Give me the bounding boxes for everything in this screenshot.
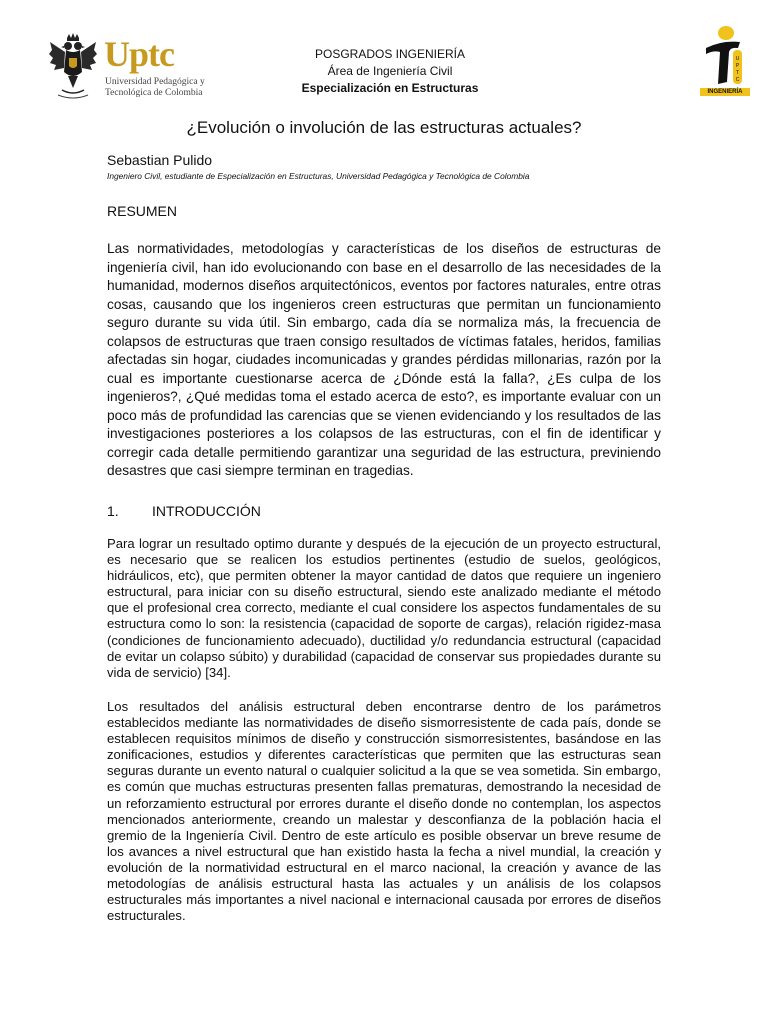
article-title: ¿Evolución o involución de las estructuras actuales? (186, 118, 582, 137)
ingenieria-label: INGENIERÍA (700, 88, 750, 96)
uptc-wordmark: Uptc (104, 34, 174, 74)
author-name: Sebastian Pulido (107, 152, 213, 168)
author-affiliation: Ingeniero Civil, estudiante de Especialización en Estructuras, Universidad Pedagógica y Tecnológica de Colombia (107, 171, 530, 181)
svg-text:T: T (735, 70, 740, 76)
program-name: POSGRADOS INGENIERÍA (314, 47, 466, 61)
university-name-line2: Tecnológica de Colombia (105, 88, 203, 98)
section-number: 1. (107, 503, 119, 519)
specialization-name: Especialización en Estructuras (301, 81, 479, 95)
svg-text:U: U (735, 56, 740, 62)
eagle-crest-icon (48, 32, 98, 102)
intro-paragraph-1: Para lograr un resultado optimo durante y después de la ejecución de un proyecto estructural, es necesario que se realicen los estudios pertinentes (estudio de suelos, geológicos, hidráulicos, etc), que permiten obtener la mayor cantidad de datos que requiere un ingeniero estructural, para iniciar con su diseño estructural, siendo este analizado mediante el método que el profesional crea correcto, mediante el cual considere los aspectos fundamentales de su estructura como lo son: la resistencia (capacidad de soporte de cargas), relación rigidez-masa (condiciones de funcionamiento adecuado), ductilidad y/o redundancia estructural (capacidad de evitar un colapso súbito) y durabilidad (capacidad de conservar sus propiedades durante su vida de servicio) [34]. (107, 536, 661, 680)
ingenieria-logo (700, 26, 750, 98)
svg-text:C: C (735, 77, 740, 83)
university-name-line1: Universidad Pedagógica y (105, 77, 205, 87)
resumen-heading: RESUMEN (107, 203, 178, 219)
header-text-block (250, 46, 530, 97)
resumen-paragraph: Las normatividades, metodologías y características de los diseños de estructuras de ingeniería civil, han ido evolucionando con base en el desarrollo de las necesidades de la humanidad, modernos diseños arquitectónicos, eventos por factores naturales, entre otras cosas, causando que los ingenieros creen estructuras que permitan un funcionamiento seguro durante su vida útil. Sin embargo, cada día se normaliza más, la frecuencia de colapsos de estructuras que traen consigo resultados de víctimas fatales, heridos, familias afectadas sin hogar, ciudades incomunicadas y grandes pérdidas millonarias, razón por la cual es importante cuestionarse acerca de ¿Dónde está la falla?, ¿Es culpa de los ingenieros?, ¿Qué medidas toma el estado acerca de esto?, es importante evaluar con un poco más de profundidad las carencias que se vienen evidenciando y los resultados de las investigaciones posteriores a los colapsos de las estructuras, con el fin de identificar y corregir cada detalle permitiendo garantizar una seguridad de las estructura, previniendo desastres que casi siempre terminan en tragedias. (107, 241, 661, 478)
ingenieria-figure-icon (700, 26, 750, 88)
svg-text:P: P (735, 63, 740, 69)
area-name: Área de Ingeniería Civil (327, 64, 453, 78)
intro-paragraph-2: Los resultados del análisis estructural deben encontrarse dentro de los parámetros establecidos mediante las normatividades de diseño sismorresistente de cada país, donde se establecen requisitos mínimos de diseño y construcción sismorresistentes, basándose en las zonificaciones, estudios y diferentes características que permiten que las estructuras sean seguras durante un evento natural o cualquier solicitud a la que se vea sometida. Sin embargo, es común que muchas estructuras presenten fallas prematuras, demostrando la necesidad de un reforzamiento estructural por errores durante el diseño donde no contemplan, los aspectos mencionados anteriormente, creando un malestar y desconfianza de la población hacia el gremio de la Ingeniería Civil. Dentro de este artículo es posible observar un breve resume de los avances a nivel estructural que han existido hasta la fecha a nivel mundial, la creación y evolución de la normatividad estructural en el marco nacional, la creación y avance de las metodologías de análisis estructural hasta las actuales y un análisis de los colapsos estructurales más importantes a nivel nacional e internacional causada por errores de diseños estructurales. (107, 699, 661, 924)
uptc-logo (48, 32, 203, 102)
introduccion-heading: INTRODUCCIÓN (152, 503, 261, 519)
